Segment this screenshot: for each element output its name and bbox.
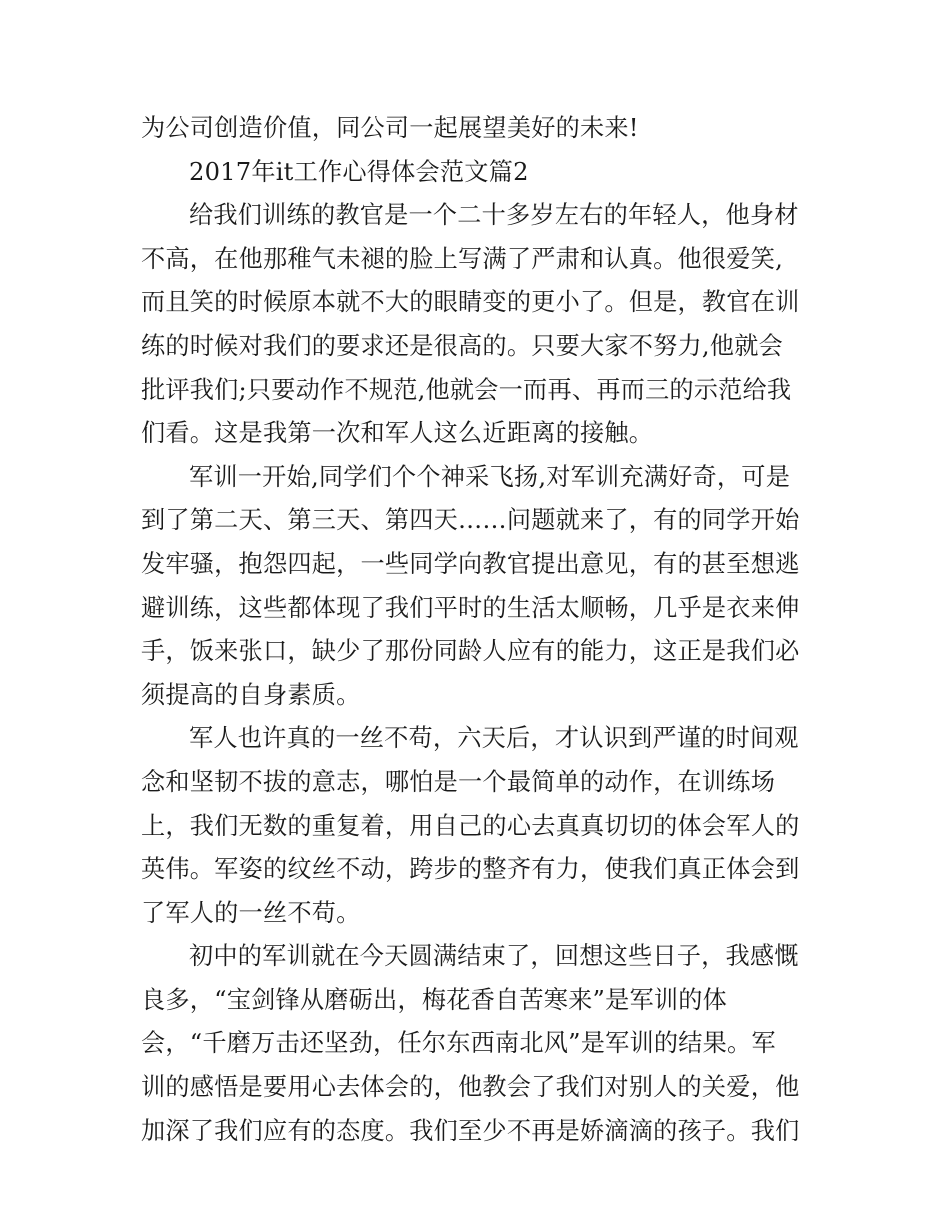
text-line: 批评我们;只要动作不规范,他就会一而再、再而三的示范给我 (141, 375, 792, 404)
text-line: 训的感悟是要用心去体会的，他教会了我们对别人的关爱，他 (141, 1073, 800, 1102)
text-line: 良多，“宝剑锋从磨砺出，梅花香自苦寒来”是军训的体 (141, 985, 728, 1014)
text-line: 给我们训练的教官是一个二十多岁左右的年轻人，他身材 (189, 201, 799, 230)
text-line: 练的时候对我们的要求还是很高的。只要大家不努力,他就会 (141, 331, 783, 360)
text-line: 手，饭来张口，缺少了那份同龄人应有的能力，这正是我们必 (141, 637, 800, 666)
text-line: 初中的军训就在今天圆满结束了，回想这些日子，我感慨 (189, 942, 799, 971)
text-line: 到了第二天、第三天、第四天……问题就来了，有的同学开始 (141, 506, 800, 535)
text-line: 2017年it工作心得体会范文篇2 (189, 157, 529, 186)
text-line: 们看。这是我第一次和军人这么近距离的接触。 (141, 419, 654, 448)
text-line: 上，我们无数的重复着，用自己的心去真真切切的体会军人的 (141, 811, 800, 840)
text-line: 避训练，这些都体现了我们平时的生活太顺畅，几乎是衣来伸 (141, 593, 800, 622)
document-body (141, 107, 813, 1153)
text-line: 军人也许真的一丝不苟，六天后，才认识到严谨的时间观 (189, 724, 799, 753)
text-line: 军训一开始,同学们个个神采飞扬,对军训充满好奇，可是 (189, 462, 791, 491)
text-line: 发牢骚，抱怨四起，一些同学向教官提出意见，有的甚至想逃 (141, 549, 800, 578)
text-line: 为公司创造价值，同公司一起展望美好的未来! (141, 114, 639, 142)
text-line: 不高，在他那稚气未褪的脸上写满了严肃和认真。他很爱笑, (141, 244, 783, 273)
text-line: 而且笑的时候原本就不大的眼睛变的更小了。但是，教官在训 (141, 288, 800, 317)
text-line: 了军人的一丝不苟。 (141, 898, 361, 927)
text-line: 须提高的自身素质。 (141, 680, 361, 709)
text-line: 英伟。军姿的纹丝不动，跨步的整齐有力，使我们真正体会到 (141, 855, 800, 884)
text-line: 念和坚韧不拔的意志，哪怕是一个最简单的动作，在训练场 (141, 767, 776, 796)
text-line: 加深了我们应有的态度。我们至少不再是娇滴滴的孩子。我们 (141, 1116, 800, 1145)
text-line: 会，“千磨万击还坚劲，任尔东西南北风”是军训的结果。军 (141, 1029, 776, 1058)
